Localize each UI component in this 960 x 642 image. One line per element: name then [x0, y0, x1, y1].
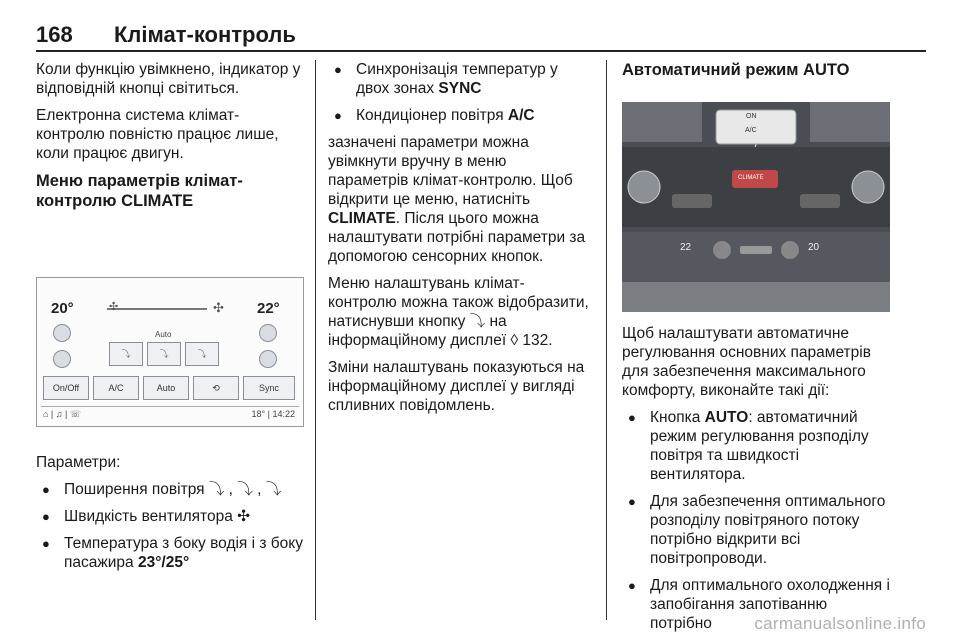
bullet-air-distribution: Поширення повітря: [64, 481, 205, 498]
fan-speed-slider: [107, 308, 207, 310]
figure-temp-left: 20°: [51, 300, 74, 317]
figure-ac-label: A/C: [745, 127, 757, 134]
air-distribution-icon: ⤵ , ⤵ , ⤵: [208, 481, 282, 498]
knob-small-right-icon: [781, 241, 799, 259]
temperature-values: 23°/25°: [137, 554, 190, 571]
list-item: [36, 534, 304, 572]
list-item: [328, 60, 590, 98]
vent-right-icon: [810, 102, 890, 142]
col2-para2: [328, 274, 590, 350]
vent-left-icon: [622, 102, 702, 142]
sync-label: SYNC: [438, 80, 482, 97]
figure-auto-label: Auto: [155, 330, 172, 339]
header-rule: [36, 50, 926, 52]
column-divider-1: [315, 60, 316, 620]
col2-para2-mid: на інформаційному дисплеї: [328, 313, 507, 349]
figure-temp-right: 22°: [257, 300, 280, 317]
figure-on-label: ON: [746, 113, 757, 120]
section-title: Клімат-контроль: [114, 22, 296, 47]
figure-btn-auto: Auto: [143, 376, 189, 400]
fan-high-icon: ✣: [213, 300, 224, 315]
temp-knob-left-icon: [628, 171, 660, 203]
col2-para1-text: зазначені параметри можна увімкнути вручну в меню параметрів клімат-контролю. Щоб відкрити це меню, натисніть: [328, 134, 573, 208]
bullet-auto-prefix: Кнопка: [650, 409, 701, 426]
temp-down-left-icon: [53, 350, 71, 368]
sync-ac-list: [328, 60, 590, 125]
bullet-fan-speed: Швидкість вентилятора: [64, 508, 233, 525]
figure-climate-label: CLIMATE: [738, 175, 764, 181]
page-reference: ◊ 132.: [510, 332, 553, 349]
temp-down-right-icon: [259, 350, 277, 368]
climate-menu-figure: [36, 277, 304, 427]
column-3: [622, 60, 890, 641]
climate-button-label: CLIMATE: [328, 210, 396, 227]
air-dist-middle-icon: ⤵: [147, 342, 181, 366]
knob-small-left-icon: [713, 241, 731, 259]
ac-label: A/C: [507, 107, 535, 124]
col2-para2-text: Меню налаштувань клімат-контролю можна також відобразити, натиснувши кнопку: [328, 275, 589, 330]
column-2: [328, 60, 590, 423]
bullet-ac: Кондиціонер повітря: [356, 107, 504, 124]
status-home-icon: ⌂ | ♫ | ☏: [43, 409, 82, 419]
watermark: carmanualsonline.info: [754, 614, 926, 633]
params-label: Параметри:: [36, 454, 121, 471]
figure-btn-ac: A/C: [93, 376, 139, 400]
list-item: [622, 408, 890, 484]
bullet-temperature: Температура з боку водія і з боку пасажира: [64, 535, 304, 571]
col2-para1: [328, 133, 590, 266]
fan-low-icon: ✣: [109, 301, 119, 313]
list-item: [36, 480, 304, 499]
list-item: [328, 106, 590, 125]
climate-menu-icon: ⤵: [469, 313, 486, 330]
col1-para1: Коли функцію увімкнено, індикатор у відповідній кнопці світиться.: [36, 61, 301, 97]
auto-button-label: AUTO: [704, 409, 749, 426]
temp-up-right-icon: [259, 324, 277, 342]
figure-btn-sync: Sync: [243, 376, 295, 400]
fan-icon: ✣: [237, 508, 251, 525]
auto-mode-figure: [622, 102, 890, 312]
auto-steps-list: [622, 408, 890, 633]
auto-mode-heading: Автоматичний режим AUTO: [622, 61, 850, 79]
air-dist-lower-icon: ⤵: [185, 342, 219, 366]
status-clock: 18° | 14:22: [251, 409, 295, 419]
bullet-auto-text: : автоматичний режим регулювання розподілу повітря та швидкості вентилятора.: [650, 409, 869, 483]
bullet-sync: Синхронізація температур у двох зонах: [356, 61, 558, 97]
column-1: [36, 60, 304, 580]
air-dist-upper-icon: ⤵: [109, 342, 143, 366]
figure-btn-onoff: On/Off: [43, 376, 89, 400]
figure-btn-recirc: ⟲: [193, 376, 239, 400]
col3-para1: Щоб налаштувати автоматичне регулювання основних параметрів для забезпечення максимального комфорту, виконайте такі дії:: [622, 325, 871, 399]
col2-para3: Зміни налаштувань показуються на інформаційному дисплеї у вигляді спливних повідомлень.: [328, 359, 585, 414]
page-number: 168: [36, 22, 73, 47]
temp-up-left-icon: [53, 324, 71, 342]
col1-para2: Електронна система клімат-контролю повністю працює лише, коли працює двигун.: [36, 107, 279, 162]
figure-status-bar: [41, 406, 299, 422]
params-list: [36, 480, 304, 572]
temp-knob-right-icon: [852, 171, 884, 203]
page-header: [36, 18, 926, 52]
col2-para1-tail: . Після цього можна налаштувати потрібні параметри за допомогою сенсорних кнопок.: [328, 210, 586, 265]
figure-temp-22: 22: [680, 242, 692, 253]
list-item: [36, 507, 304, 526]
list-item: ● Для забезпечення оптимального розподілу повітряного потоку потрібно відкрити всі повітропроводи.: [622, 492, 890, 568]
climate-menu-heading: Меню параметрів клімат-контролю CLIMATE: [36, 172, 243, 210]
column-divider-2: [606, 60, 607, 620]
list-item: ● Для оптимального охолодження і запобігання запотіванню потрібно: [622, 576, 890, 633]
figure-temp-20: 20: [808, 242, 820, 253]
